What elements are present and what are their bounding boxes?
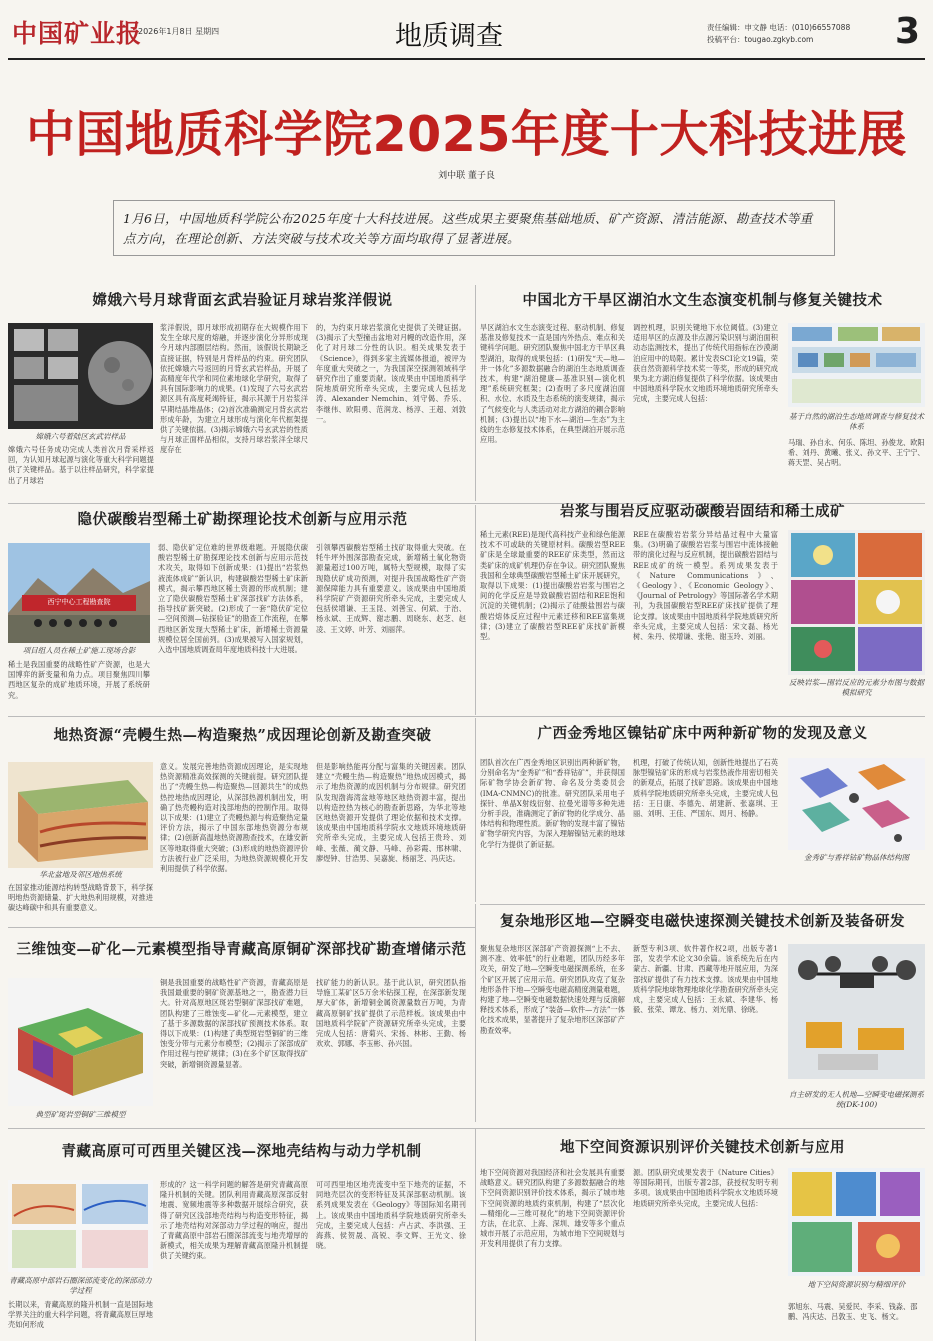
underground-figure [788, 1168, 925, 1276]
moon-figure [8, 323, 153, 429]
article-title: 地下空间资源识别评价关键技术创新与应用 [560, 1139, 845, 1156]
figure-caption: 金秀矿与香祥钴矿物晶体结构图 [804, 853, 909, 862]
column-divider [475, 505, 476, 715]
article-column: 源。团队研究成果发表于《Nature Cities》等国际期刊，出版专著2部，获授权发明专利多项。该成果由中国地质科学院水文地质环境地质研究所牵头完成，主要完成人包括： [633, 1168, 778, 1208]
contributors: 郭旭东、马震、吴爱民、李采、钱淼、邵鹏、冯庆达、吕敦玉、史飞、杨文。 [788, 1302, 918, 1322]
article-title: 三维蚀变—矿化—元素模型指导青藏高原铜矿深部找矿勘查增储示范 [16, 941, 467, 958]
article-column: 地下空间资源对我国经济和社会发展具有重要战略意义。研究团队构建了多源数据融合的地下空间资源识别评价技术体系，揭示了城市地下空间资源的地质约束机制，构建了“层次化—精细化—三维可视化”的地下空间资源评价方法，在北京、上海、深圳、雄安等多个重点城市开展了示范应用，为城市地下空间规划与开发利用提供了有力支撑。 [480, 1168, 625, 1249]
article-column: 可可西里地区地壳流变中至下地壳的证据，不同地壳层次的变形特征及其深部驱动机制。该系列成果发表在《Geology》等国际知名期刊上。该成果由中国地质科学院地质研究所牵头完成，主要完成人包括：卢占武、李洪强、王海燕、侯贺晟、高锐、李文辉、王光文、徐晓。 [316, 1180, 466, 1251]
article-column: 新型专利3项、软件著作权2项，出版专著1部，发表学术论文30余篇。该系统先后在内蒙古、新疆、甘肃、西藏等地开展应用，为深部找矿提供了有力技术支撑。该成果由中国地质科学院地球物理地球化学勘查研究所牵头完成，主要完成人包括：王永斌、李建华、杨毅、张荣、谭龙、杨力、刘光鼎、徐晓。 [633, 944, 778, 1015]
geothermal-block-icon [8, 762, 153, 868]
article-column: 调控机理，识别关键地下水位阈值。(3)建立适用旱区的点源及非点源污染识别与湖泊面积动态监测技术，提出了传统代用指标在沙漠湖泊应用中的局限。累计发表SCI论文19篇，荣获自然资源科学技术奖一等奖，形成的研究成果为北方湖泊修复提供了科学依据。该成果由中国地质科学院水文地质环境地质研究所牵头完成，主要完成人包括： [633, 323, 778, 404]
article-title: 青藏高原可可西里关键区浅—深地壳结构与动力学机制 [61, 1143, 422, 1160]
figure-caption: 项目组人员在稀土矿施工现场合影 [22, 646, 136, 655]
figure-caption: 青藏高原中部岩石圈深部流变化的深部动力学过程 [9, 1276, 152, 1295]
article-title: 地热资源“壳幔生热—构造聚热”成因理论创新及勘查突破 [53, 727, 432, 744]
element-map-figure [788, 530, 925, 675]
article-column: 的，为约束月球岩浆演化史提供了关键证据。(3)揭示了大型撞击盆地对月幔的改造作用，深化了对月球二分性的认识。相关成果发表于《Science》，得到多家主流媒体报道，被评为年度重大突破之一，为我国深空探测领域科学研究作出了重要贡献。该成果由中国地质科学院地质研究所牵头完成，主要完成人包括龙涛、Alexander Nemchin、刘守偈、乔乐、李继伟、欧阳勇、范润龙、杨淳、王超、刘敦一。 [316, 323, 466, 424]
figure-caption: 嫦娥六号着陆区玄武岩样品 [35, 432, 126, 441]
crust-figure [8, 1180, 153, 1272]
article-lead: 嫦娥六号任务成功完成人类首次月背采样返回，为认知月球起源与演化等重大科学问题提供了关键样品。基于以往样品研究，科学家提出了月球岩 [8, 445, 154, 485]
moon-image-icon [8, 323, 153, 429]
column-divider [475, 1128, 476, 1341]
element-map-icon [788, 530, 925, 675]
column-divider [475, 718, 476, 902]
crystal-figure [788, 758, 925, 850]
figure-caption: 基于自然的湖泊生态地质调查与修复技术体系 [789, 412, 924, 431]
lake-diagram [788, 323, 925, 407]
section-divider [8, 927, 475, 928]
article-lead: 稀土是我国重要的战略性矿产资源，也是大国博弈的新变量和角力点。项目聚焦四川攀西地区复杂的成矿地质环境，开展了系统研究。 [8, 660, 150, 700]
geothermal-figure [8, 762, 153, 868]
article-column: 铜是我国重要的战略性矿产资源，青藏高原是我国最重要的铜矿资源基地之一，勘查潜力巨大。针对高原地区斑岩型铜矿深部找矿难题，团队构建了三维蚀变—矿化—元素模型，建立了基于多源数据的深部找矿预测技术体系。取得以下成果：(1)构建了典型斑岩型铜矿的三维蚀变分带与元素分布模型；(2)揭示了深部成矿作用过程与控矿规律；(3)在多个矿区取得找矿突破，新增铜资源量显著。 [160, 978, 308, 1069]
intro-text: 1月6日，中国地质科学院公布2025年度十大科技进展。这些成果主要聚焦基础地质、矿产资源、清洁能源、勘查技术等重点方向，在理论创新、方法突破与技术攻关等方面均取得了显著进展。 [123, 211, 813, 246]
submit-line: 投稿平台：tougao.zgkyb.com [707, 35, 814, 44]
article-column: 旱区湖泊水文生态演变过程、驱动机制、修复基准及修复技术一直是国内外热点、难点和关键科学问题。研究团队聚焦中国北方干旱区典型湖泊，取得的成果包括：(1)研发“天—地—井一体化”多源数据融合的湖泊生态地质调查技术，构建“湖泊健康—基准识别—演化机理”系统研究框架；(2)查明了多尺度湖泊面积、水位、水质及生态系统的演变规律，揭示了气候变化与人类活动对北方湖泊的耦合影响机制；(3)提出以“地下水—湖泊—生态”为主线的生态修复技术体系，在典型湖泊开展示范应用。 [480, 323, 625, 445]
article-column: 意义。发展完善地热资源成因理论，是实现地热资源精准高效探测的关键前提。研究团队提出了“壳幔生热—构造聚热—回源共生”的成热热控地热成因理论，从深部热源机制出发，明确了热壳幔构造对浅部地热的控制作用。取得以下成果：(1)建立了壳幔热源与构造聚热定量评价方法，揭示了中国东部地热资源分布规律；(2)创新高温地热资源勘查技术，在雄安新区等地取得重大突破；(3)形成的地热资源评价方法被行业广泛采用，为地热资源规模化开发利用提供了科学依据。 [160, 762, 308, 874]
article-column: 聚焦复杂地形区深部矿产资源探测“上不去、测不准、效率低”的行业难题，团队历经多年攻关，研发了地—空瞬变电磁探测系统，在多个矿区开展了应用示范。研究团队攻克了复杂地形条件下地—空瞬变电磁高精度测量难题，构建了地—空瞬变电磁数据快速处理与反演解释技术体系，形成了“装备—软件—方法”一体化技术成果，显著提升了复杂地形区深部矿产勘查效率。 [480, 944, 625, 1035]
diagram-icon [788, 323, 925, 407]
section-divider [8, 716, 925, 717]
article-column: 形成的？这一科学问题的解答是研究青藏高原隆升机制的关键。团队利用青藏高原深部反射地震、宽频地震等多种数据开展综合研究，获得了研究区浅部地壳结构与构造变形特征，揭示了地壳结构对深部动力学过程的响应，提出了青藏高原中部岩石圈深部流变与地壳增厚的新模式，相关成果为理解青藏高原隆升机制提供了关键约束。 [160, 1180, 308, 1261]
article-title: 岩浆与围岩反应驱动碳酸岩固结和稀土成矿 [560, 503, 845, 520]
issue-date: 2026年1月8日 星期四 [138, 27, 220, 36]
mountain-photo-icon [8, 543, 150, 643]
article-title: 复杂地形区地—空瞬变电磁快速探测关键技术创新及装备研发 [500, 913, 905, 930]
byline: 刘中联 董子良 [438, 171, 495, 181]
editor-info [707, 22, 850, 46]
article-column: 引领攀西碳酸岩型稀土找矿取得重大突破。在牦牛坪外围深部勘查完成，新增稀土氧化物资源量超过100万吨，属特大型规模，取得了实现隐伏矿成功预测，对提升我国战略性矿产资源保障能力具有重要意义。该成果由中国地质科学院矿产资源研究所牵头完成，主要完成人包括侯增谦、王玉昆、刘善宝、何斌、于治、杨永斌、王成辉、谢志鹏、周晓东、赵芝、赵凌、王文婷、叶芳、刘丽萍。 [316, 543, 466, 634]
page-headline: 中国地质科学院2025年度十大科技进展 [26, 106, 907, 163]
figure-caption: 地下空间资源识别与精细评价 [807, 1280, 906, 1289]
photo-banner: 西宁中心工程勘查院 [47, 598, 111, 606]
article-column: 但是影响热能再分配与富集的关键因素。团队建立“壳幔生热—构造聚热”地热成因模式，揭示了地热资源的成因机制与分布规律。研究团队发现渤海湾盆地等地区地热资源丰富，提出以构造控热为核心的勘查新思路，为华北等地区地热资源开发提供了理论依据和技术支撑。该成果由中国地质科学院水文地质环境地质研究所牵头完成，主要完成人包括王贵玲、刘峰、张薇、蔺文静、马峰、孙彩霞、邢林啸、廖煜钟、甘浩男、吴嘉旋、杨丽芝、冯庆达。 [316, 762, 466, 863]
article-title: 隐伏碳酸岩型稀土矿勘探理论技术创新与应用示范 [77, 511, 408, 528]
page-number: 3 [895, 11, 921, 52]
drone-figure [788, 944, 925, 1079]
crust-section-icon [8, 1180, 153, 1272]
section-divider [8, 1128, 925, 1129]
article-title: 嫦娥六号月球背面玄武岩验证月球岩浆洋假说 [92, 292, 393, 309]
figure-caption: 反映岩浆—围岩反应的元素分布图与数据模拟研究 [789, 678, 924, 697]
contributors: 马瑞、孙自永、何乐、陈坦、孙俊龙、欧阳希、刘丹、黄曦、张义、孙文平、王宁宁、蒋天罡、吴占明。 [788, 438, 925, 468]
drone-icon [788, 944, 925, 1079]
article-lead: 在国家推动能源结构转型战略背景下，科学探明地热资源储量、扩大地热利用规模，对推进碳达峰碳中和具有重要意义。 [8, 883, 153, 913]
article-column: 机理，打破了传统认知，创新性地提出了石英脉型镍钴矿床的形成与岩浆热液作用密切相关的新观点，拓展了找矿思路。该成果由中国地质科学院地质研究所牵头完成，主要完成人包括：王日康、李德先、胡建新、张嘉琪、王丽、刘明、王佳、严国东、周月、杨静。 [633, 758, 778, 819]
3d-model-icon [8, 978, 153, 1106]
site-photo [8, 543, 150, 643]
article-column: 稀土元素(REE)是现代高科技产业和绿色能源技术不可或缺的关键原材料。碳酸岩型REE矿床是全球最重要的REE矿床类型，然而这类矿床的成矿机理仍存在争议。研究团队聚焦我国和全球典型碳酸岩型稀土矿床开展研究，取得以下成果：(1)提出碳酸岩岩浆与围岩之间的化学反应是导致碳酸岩固结和REE饱和沉淀的关键机制；(2)揭示了硅酸盐围岩与碳酸岩熔体反应过程中元素迁移和REE富集规律；(3)建立了碳酸岩型REE矿床找矿新模型。 [480, 530, 625, 642]
article-lead: 长期以来，青藏高原的隆升机制一直是国际地学界关注的重大科学问题，将青藏高原巨厚地壳如何形成 [8, 1300, 153, 1330]
figure-caption: 自主研发的无人机地—空瞬变电磁探测系统(DK-100) [789, 1090, 924, 1109]
article-column: 团队首次在广西金秀地区识别出两种新矿物，分别命名为“金秀矿”和“香祥钴矿”，并获得国际矿物学协会新矿物、命名及分类委员会(IMA-CNMNC)的批准。研究团队采用电子探针、单晶X射线衍射、拉曼光谱等多种先进分析手段，准确测定了新矿物的化学成分、晶体结构和物理性质。新矿物的发现丰富了镍钴矿物学研究内容，为深入理解镍钴元素的地球化学行为提供了新证据。 [480, 758, 625, 849]
model-figure [8, 978, 153, 1106]
figure-caption: 华北盆地及邻区地热系统 [39, 870, 122, 879]
crystal-structure-icon [788, 758, 925, 850]
column-divider [475, 285, 476, 501]
article-column: 找矿能力的新认识。基于此认识，研究团队指导施工某矿区5万余米钻探工程，在深部新发现厚大矿体，新增铜金属资源量数百万吨，为青藏高原铜矿找矿提供了示范样板。该成果由中国地质科学院矿产资源研究所牵头完成，主要完成人包括：唐菊兴、宋扬、林彬、王勤、杨欢欢、郭娜、李玉彬、孙兴国。 [316, 978, 466, 1049]
column-divider [475, 904, 476, 1122]
editor-line: 责任编辑：申文静 电话：(010)66557088 [707, 23, 851, 32]
article-column: REE在碳酸岩岩浆分异结晶过程中大量富集。(3)明确了碳酸岩岩浆与围岩中流体接触带的演化过程与反应机制，提出碳酸岩固结与REE成矿的统一模型。系列成果发表于《Nature Communications》、《Geology》、《Economic Geology》、《Journal of Petrology》等国际著名学术期刊，为我国碳酸岩型REE矿床找矿提供了理论支撑。该成果由中国地质科学院地质研究所牵头完成，主要完成人包括：宋文磊、杨光树、朱丹、侯增谦、张艳、谢玉玲、刘丽。 [633, 530, 778, 642]
section-divider [480, 904, 925, 905]
masthead-rule [8, 58, 925, 60]
underground-model-icon [788, 1168, 925, 1276]
figure-caption: 典型矿斑岩型铜矿三维模型 [35, 1110, 126, 1119]
article-column: 浆洋假说，即月球形成初期存在大规模作用下发生全球尺度的熔融，并逐步演化分异形成现今月球内部圈层结构。然而，该假说长期缺乏直接证据，特别是月背样品的约束。研究团队依托嫦娥六号返回的月背玄武岩样品，开展了高精度年代学和同位素地球化学研究，取得了具有国际影响力的成果。(1)发现了六号玄武岩源区具有高度耗竭特征，揭示其源于月岩浆洋早期结晶堆晶体；(2)首次准确测定月背玄武岩形成年龄，为建立月球形成与演化年代框架提供了关键依据。(3)揭示嫦娥六号玄武岩的性质与月球正面样品相似，支持月球岩浆洋全球尺度存在 [160, 323, 308, 455]
article-column: 弱、隐伏矿定位难的世界级难题。开展隐伏碳酸岩型稀土矿勘探理论技术创新与应用示范技术攻关，取得如下创新成果：(1)提出“岩浆热液流体成矿”新认识，构建碳酸岩型稀土矿床新模式，揭示攀西地区稀土资源的形成机制；建立了隐伏碳酸岩型稀土矿深部找矿方法体系，指导找矿新突破。(2)形成了一套“隐伏矿定位—空间预测—钻探验证”的勘查工作流程，在攀西地区新发现大型稀土矿床，新增稀土资源量规模位居全国前列。(3)成果被写入国家规划，入选中国地质调查局年度地质科技十大进展。 [158, 543, 308, 655]
newspaper-logo: 中国矿业报 [12, 19, 143, 48]
section-name: 地质调查 [395, 21, 503, 52]
article-title: 广西金秀地区镍钴矿床中两种新矿物的发现及意义 [537, 725, 868, 742]
article-title: 中国北方干旱区湖泊水文生态演变机制与修复关键技术 [522, 292, 883, 309]
